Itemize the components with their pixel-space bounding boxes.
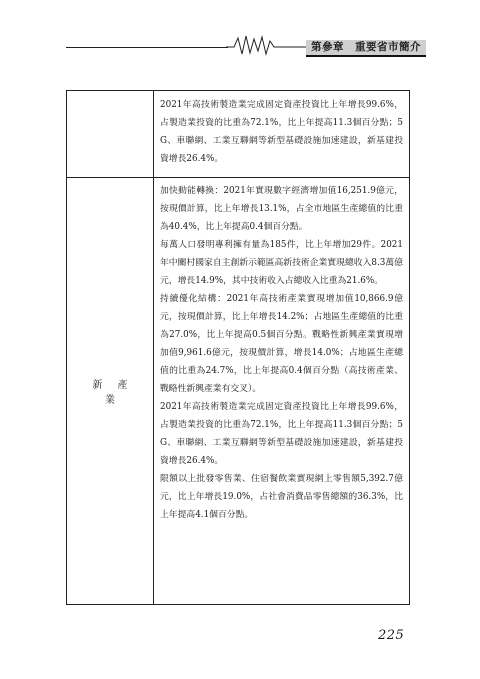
paragraph: 每萬人口發明專利擁有量為185件，比上年增加29件。2021年中關村國家自主創新示範區高新技術企業實現總收入8.3萬億元，增長14.9%，其中技術收入占總收入比重為21.6%。 — [160, 240, 403, 286]
row-label-cell — [67, 91, 154, 177]
row-content-cell — [153, 177, 409, 604]
content-table — [66, 90, 410, 605]
paragraph: 加快動能轉換：2021年實現數字經濟增加值16,251.9億元，按現價計算，比上年增長13.1%，占全市地區生產總值的比重為40.4%，比上年提高0.4個百分點。 — [160, 186, 403, 232]
row-label: 新產業 — [92, 379, 143, 406]
page-number: 225 — [378, 628, 405, 643]
page-header — [0, 0, 480, 60]
table-row — [67, 91, 409, 178]
row-content-cell — [153, 91, 409, 177]
table-row — [67, 177, 409, 604]
header-rule — [66, 47, 228, 48]
paragraph: 持續優化結構：2021年高技術產業實現增加值10,866.9億元，按現價計算，比上年增長14.2%；占地區生產總值的比重為27.0%，比上年提高0.5個百分點。戰略性新興產業實現增加值9,961.6億元，按現價計算，增長14.0%；占地區生產總值的比重為24.7%，比上年提高0.4個百分點（高技術產業、戰略性新興產業有交叉）。 — [160, 294, 403, 394]
chapter-title: 第參章 重要省市簡介 — [306, 40, 426, 57]
paragraph: 2021年高技術製造業完成固定資產投資比上年增長99.6%，占製造業投資的比重為72.1%，比上年提高11.3個百分點；5G、車聯網、工業互聯網等新型基礎設施加速建設，新基建投資增長26.4%。 — [160, 100, 403, 164]
paragraph: 2021年高技術製造業完成固定資產投資比上年增長99.6%，占製造業投資的比重為72.1%，比上年提高11.3個百分點；5G、車聯網、工業互聯網等新型基礎設施加速建設，新基建投資增長26.4%。 — [160, 402, 403, 466]
paragraph: 限額以上批發零售業、住宿餐飲業實現網上零售額5,392.7億元，比上年增長19.0%，占社會消費品零售總額的36.3%，比上年提高4.1個百分點。 — [160, 474, 403, 520]
row-label-cell — [67, 177, 154, 604]
header-wave-icon — [226, 34, 306, 56]
